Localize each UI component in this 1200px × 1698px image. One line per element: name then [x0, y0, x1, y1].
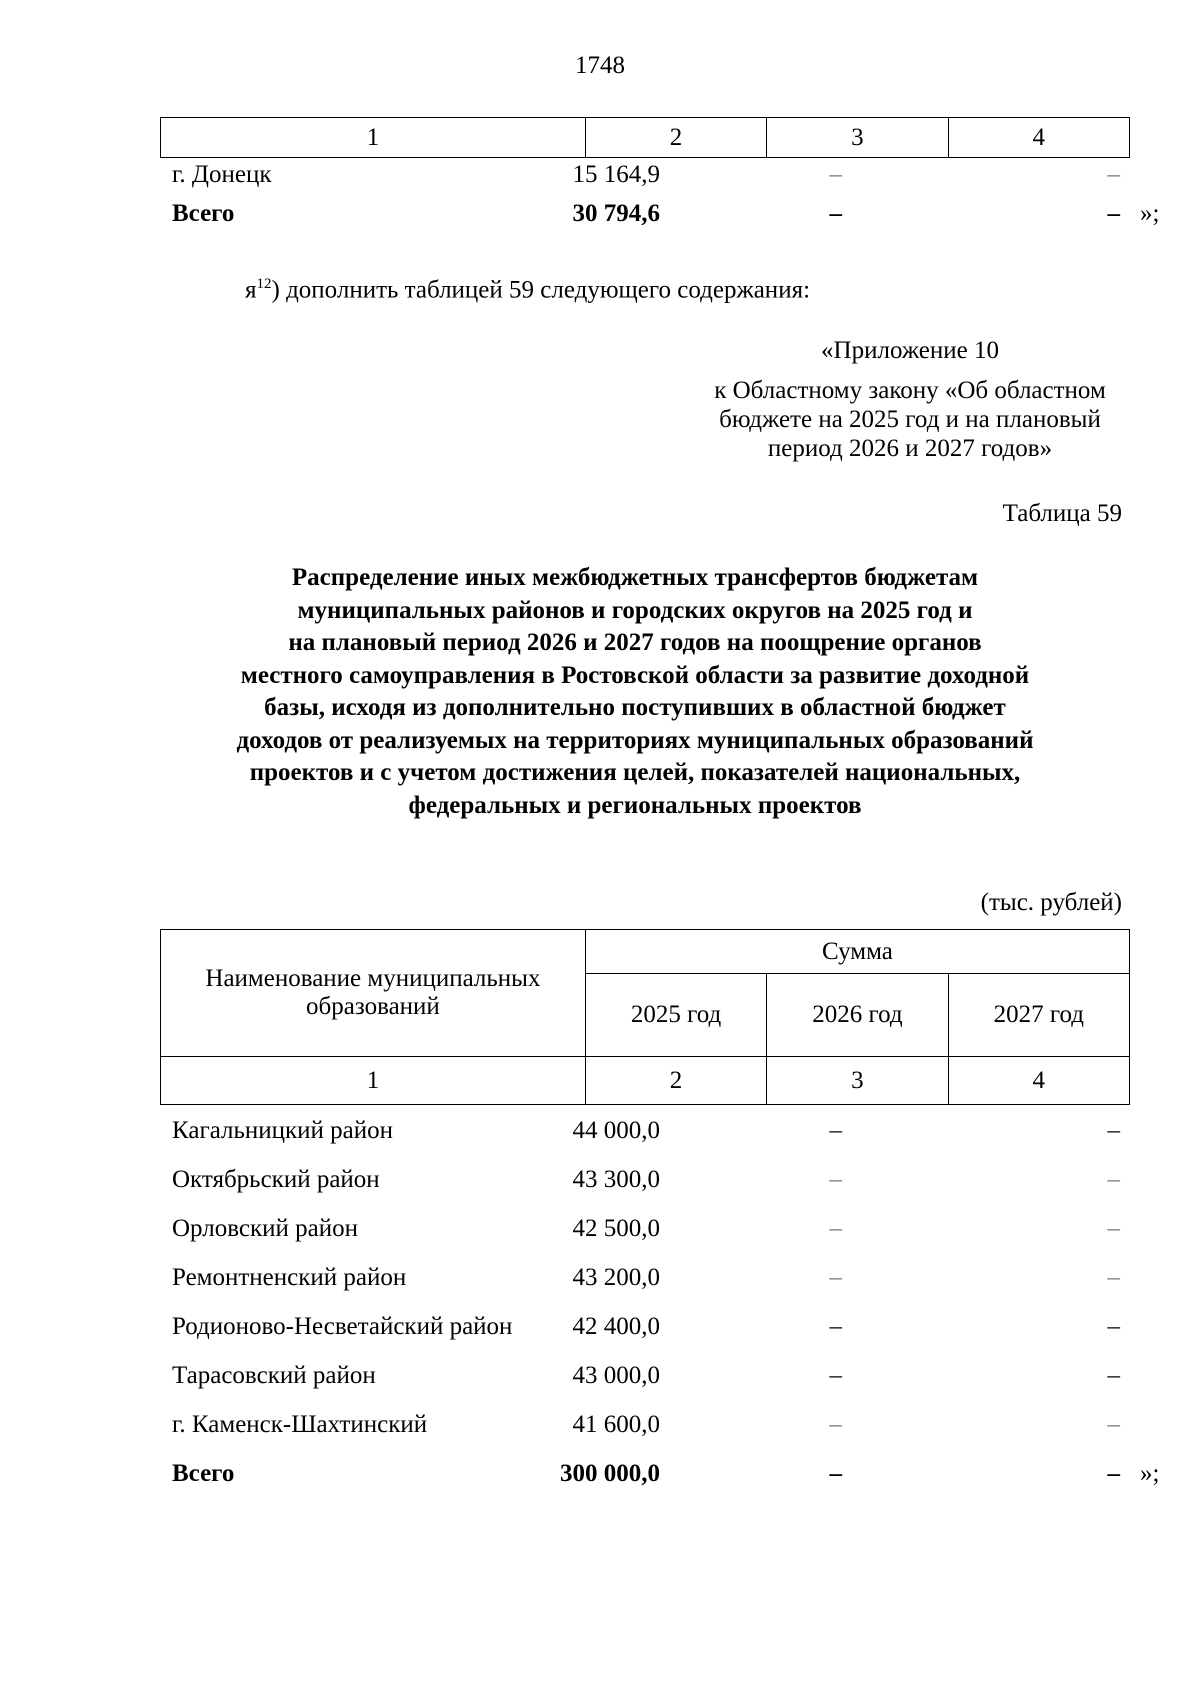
row-name: Родионово-Несветайский район: [172, 1313, 513, 1340]
row-value-2027: –: [1107, 161, 1120, 188]
heading-line: базы, исходя из дополнительно поступивших в областной бюджет: [264, 694, 1006, 721]
total-value-2027: –: [1107, 200, 1120, 227]
amendment-text: [245, 276, 810, 304]
heading-line: Распределение иных межбюджетных трансфертов бюджетам: [291, 564, 979, 591]
table-row: [160, 161, 1130, 193]
row-value-2027: –: [1107, 1117, 1120, 1144]
row-value-2025: 15 164,9: [572, 161, 660, 188]
row-value-2025: 42 400,0: [572, 1313, 660, 1340]
amendment-superscript: 12: [256, 276, 272, 292]
row-value-2027: –: [1107, 1313, 1120, 1340]
table-row: [160, 1411, 1130, 1443]
total-value-2026: –: [829, 200, 842, 227]
row-value-2025: 44 000,0: [572, 1117, 660, 1144]
row-name: Орловский район: [172, 1215, 358, 1242]
table-heading: [140, 562, 1130, 822]
heading-line: на плановый период 2026 и 2027 годов на поощрение органов: [288, 629, 982, 656]
row-value-2025: 41 600,0: [572, 1411, 660, 1438]
table-row: [160, 1264, 1130, 1296]
total-value-2025: 30 794,6: [572, 200, 660, 227]
col-number: 1: [161, 118, 586, 158]
col-number: 4: [948, 1057, 1129, 1105]
row-value-2027: –: [1107, 1362, 1120, 1389]
row-name: г. Донецк: [172, 161, 272, 188]
row-value-2026: –: [829, 1411, 842, 1438]
header-year: 2027 год: [948, 974, 1129, 1057]
row-value-2026: –: [829, 1166, 842, 1193]
row-value-2025: 43 000,0: [572, 1362, 660, 1389]
total-value-2025: 300 000,0: [560, 1460, 660, 1487]
appendix-line: бюджете на 2025 год и на плановый: [719, 406, 1101, 433]
header-year: 2026 год: [767, 974, 948, 1057]
heading-line: местного самоуправления в Ростовской области за развитие доходной: [240, 661, 1030, 689]
row-value-2027: –: [1107, 1215, 1120, 1242]
row-value-2026: –: [829, 1117, 842, 1144]
total-value-2026: –: [829, 1460, 842, 1487]
row-value-2025: 43 300,0: [572, 1166, 660, 1193]
total-label: Всего: [172, 200, 235, 227]
main-table-header: [160, 929, 1130, 1105]
row-name: Ремонтненский район: [172, 1264, 407, 1291]
row-value-2025: 42 500,0: [572, 1215, 660, 1242]
row-value-2027: –: [1107, 1411, 1120, 1438]
table-label: Таблица 59: [1002, 500, 1122, 527]
row-value-2025: 43 200,0: [572, 1264, 660, 1291]
top-table-header: [160, 117, 1130, 158]
amendment-prefix: я: [245, 276, 257, 304]
row-value-2026: –: [829, 1264, 842, 1291]
col-number: 4: [948, 118, 1129, 158]
row-name: Кагальницкий район: [172, 1117, 394, 1144]
row-value-2026: –: [829, 1362, 842, 1389]
col-number: 2: [585, 1057, 766, 1105]
table-row: [160, 1215, 1130, 1247]
heading-line: федеральных и региональных проектов: [408, 791, 862, 819]
heading-line: доходов от реализуемых на территориях муниципальных образований: [236, 726, 1034, 754]
heading-line: муниципальных районов и городских округов на 2025 год и: [297, 596, 973, 624]
col-number: 3: [767, 1057, 948, 1105]
appendix-title: «Приложение 10: [821, 337, 999, 364]
header-name-line: Наименование муниципальных: [205, 965, 541, 992]
amendment-body: ) дополнить таблицей 59 следующего содержания:: [271, 276, 811, 304]
heading-line: проектов и с учетом достижения целей, показателей национальных,: [249, 759, 1021, 786]
table-row: [160, 1362, 1130, 1394]
closing-quote: »;: [1140, 200, 1160, 227]
total-row: [160, 1460, 1130, 1492]
col-number: 2: [585, 118, 766, 158]
header-name-line: образований: [306, 993, 440, 1020]
closing-quote: »;: [1140, 1460, 1160, 1487]
table-row: [160, 1313, 1130, 1345]
header-sum: Сумма: [585, 930, 1129, 974]
row-name: Октябрьский район: [172, 1166, 380, 1193]
appendix-line: период 2026 и 2027 годов»: [767, 435, 1053, 462]
row-value-2026: –: [829, 1215, 842, 1242]
header-name-cell: [161, 930, 586, 1057]
table-row: [160, 1166, 1130, 1198]
table-row: [160, 1117, 1130, 1149]
row-value-2027: –: [1107, 1264, 1120, 1291]
row-name: Тарасовский район: [172, 1362, 376, 1389]
header-year: 2025 год: [585, 974, 766, 1057]
col-number: 3: [767, 118, 948, 158]
row-value-2026: –: [829, 161, 842, 188]
page-number: 1748: [575, 52, 625, 79]
total-label: Всего: [172, 1460, 235, 1487]
col-number: 1: [161, 1057, 586, 1105]
appendix-line: к Областному закону «Об областном: [714, 377, 1106, 404]
row-value-2026: –: [829, 1313, 842, 1340]
row-value-2027: –: [1107, 1166, 1120, 1193]
total-row: [160, 200, 1130, 232]
total-value-2027: –: [1107, 1460, 1120, 1487]
units-label: (тыс. рублей): [980, 889, 1122, 916]
row-name: г. Каменск-Шахтинский: [172, 1411, 428, 1438]
